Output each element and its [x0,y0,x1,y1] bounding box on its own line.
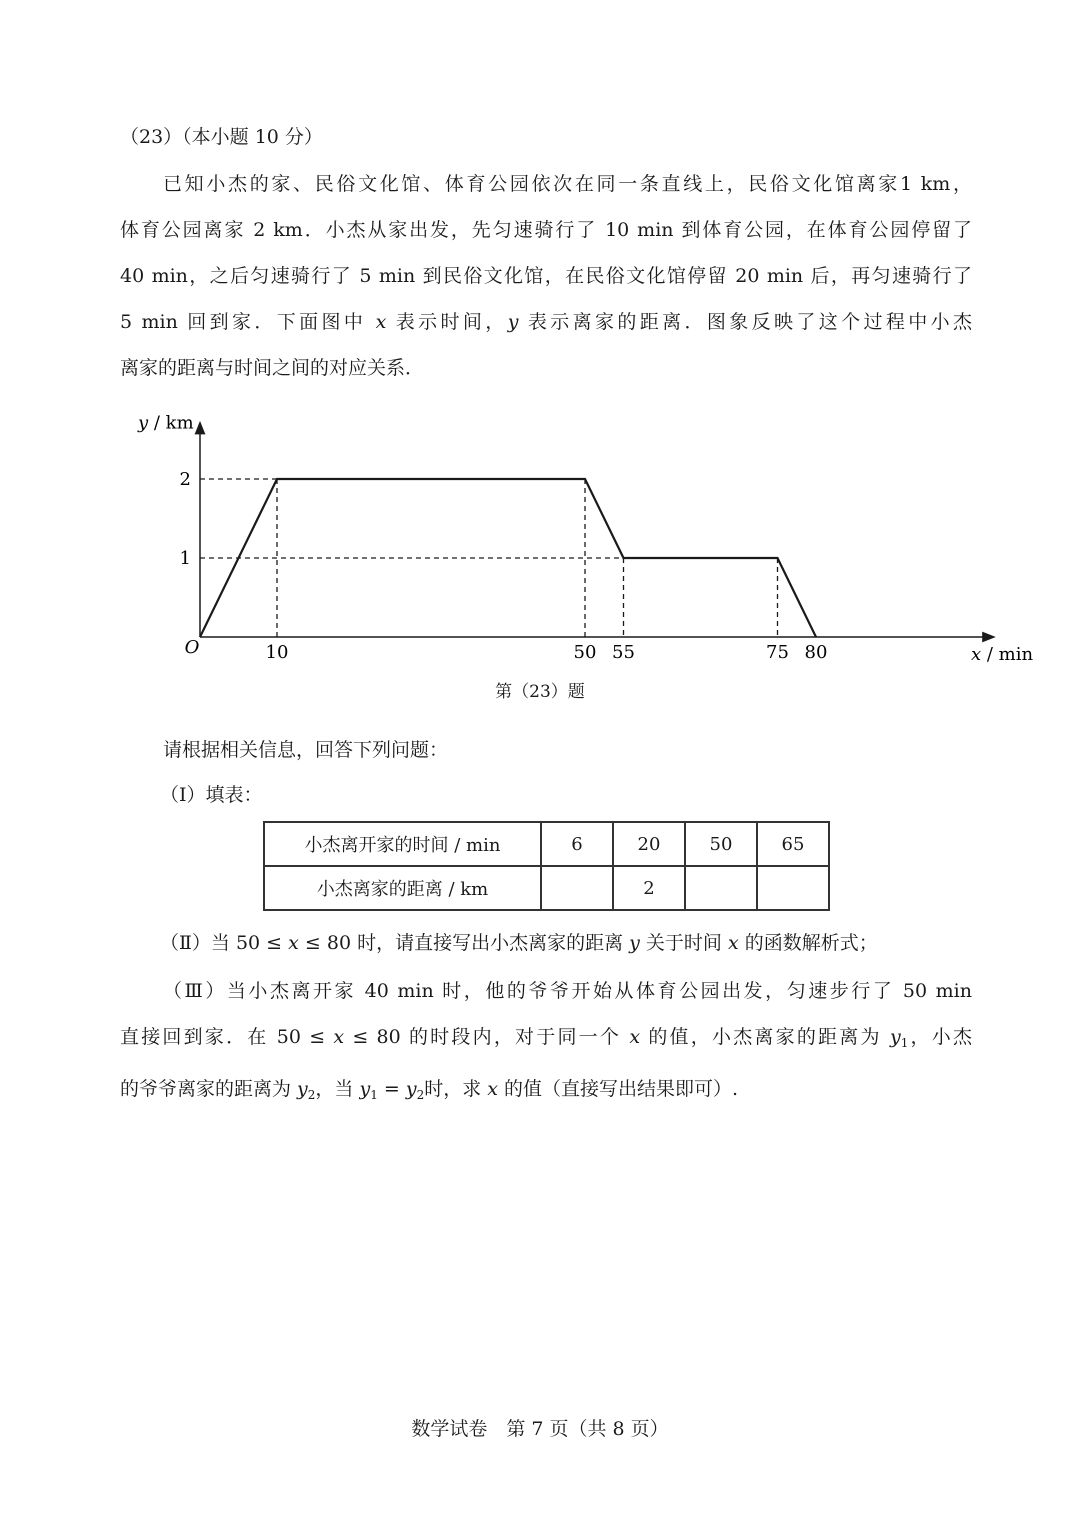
table-cell-blank[interactable] [685,866,757,910]
x-tick-label: 10 [265,642,289,663]
part-3-line-3: 的爷爷离家的距离为 $y_2$，当 $y_1 = y_2$时，求 x 的值（直接写出结果即可）. [120,1078,739,1102]
table-cell: 65 [757,822,829,866]
y-axis-label: y / km [138,412,194,434]
table-cell-blank[interactable] [541,866,613,910]
stem-line-2: 体育公园离家 2 km．小杰从家出发，先匀速骑行了 10 min 到体育公园，在体育公园停留了 [120,219,972,241]
x-tick-label: 50 [573,642,597,663]
figure-caption: 第（23）题 [495,682,585,702]
stem-line-4: 5 min 回到家．下面图中 x 表示时间，y 表示离家的距离．图象反映了这个过程中小杰 [120,311,972,333]
x-tick-label: 75 [766,642,789,663]
x-tick-label: 55 [612,642,635,663]
y-tick-label: 2 [179,469,191,490]
part-1-label: （Ⅰ）填表： [160,784,263,806]
part-3 [120,968,972,1118]
table-cell: 2 [613,866,685,910]
table-row [264,822,829,866]
origin-label: O [184,637,200,658]
part-2: （Ⅱ）当 50 ≤ x ≤ 80 时，请直接写出小杰离家的距离 y 关于时间 x 的函数解析式； [160,932,878,954]
table-cell: 6 [541,822,613,866]
question-header: （23）（本小题 10 分） [120,126,323,148]
y-tick-label: 1 [179,548,191,569]
page-footer: 数学试卷 第 7 页（共 8 页） [411,1418,669,1440]
table-cell-blank[interactable] [757,866,829,910]
part-3-line-1: （Ⅲ）当小杰离开家 40 min 时，他的爷爷开始从体育公园出发，匀速步行了 50 min [163,980,972,1002]
stem-line-3: 40 min，之后匀速骑行了 5 min 到民俗文化馆，在民俗文化馆停留 20 min 后，再匀速骑行了 [120,265,972,287]
x-tick-label: 80 [804,642,828,663]
stem-line-5: 离家的距离与时间之间的对应关系． [120,357,425,379]
table-cell: 20 [613,822,685,866]
part-3-line-2: 直接回到家．在 50 ≤ x ≤ 80 的时段内，对于同一个 x 的值，小杰离家的距离为 $y_1$，小杰 [120,1026,972,1050]
x-axis-label: x / min [971,644,1034,665]
table-header-time: 小杰离开家的时间 / min [264,822,541,866]
table-cell: 50 [685,822,757,866]
distance-time-graph [120,395,1034,675]
instructions: 请根据相关信息，回答下列问题： [163,739,449,761]
table-header-distance: 小杰离家的距离 / km [264,866,541,910]
table-row [264,866,829,910]
question-stem [120,161,972,391]
stem-line-1: 已知小杰的家、民俗文化馆、体育公园依次在同一条直线上，民俗文化馆离家1 km， [163,173,972,195]
fill-table [263,821,830,911]
